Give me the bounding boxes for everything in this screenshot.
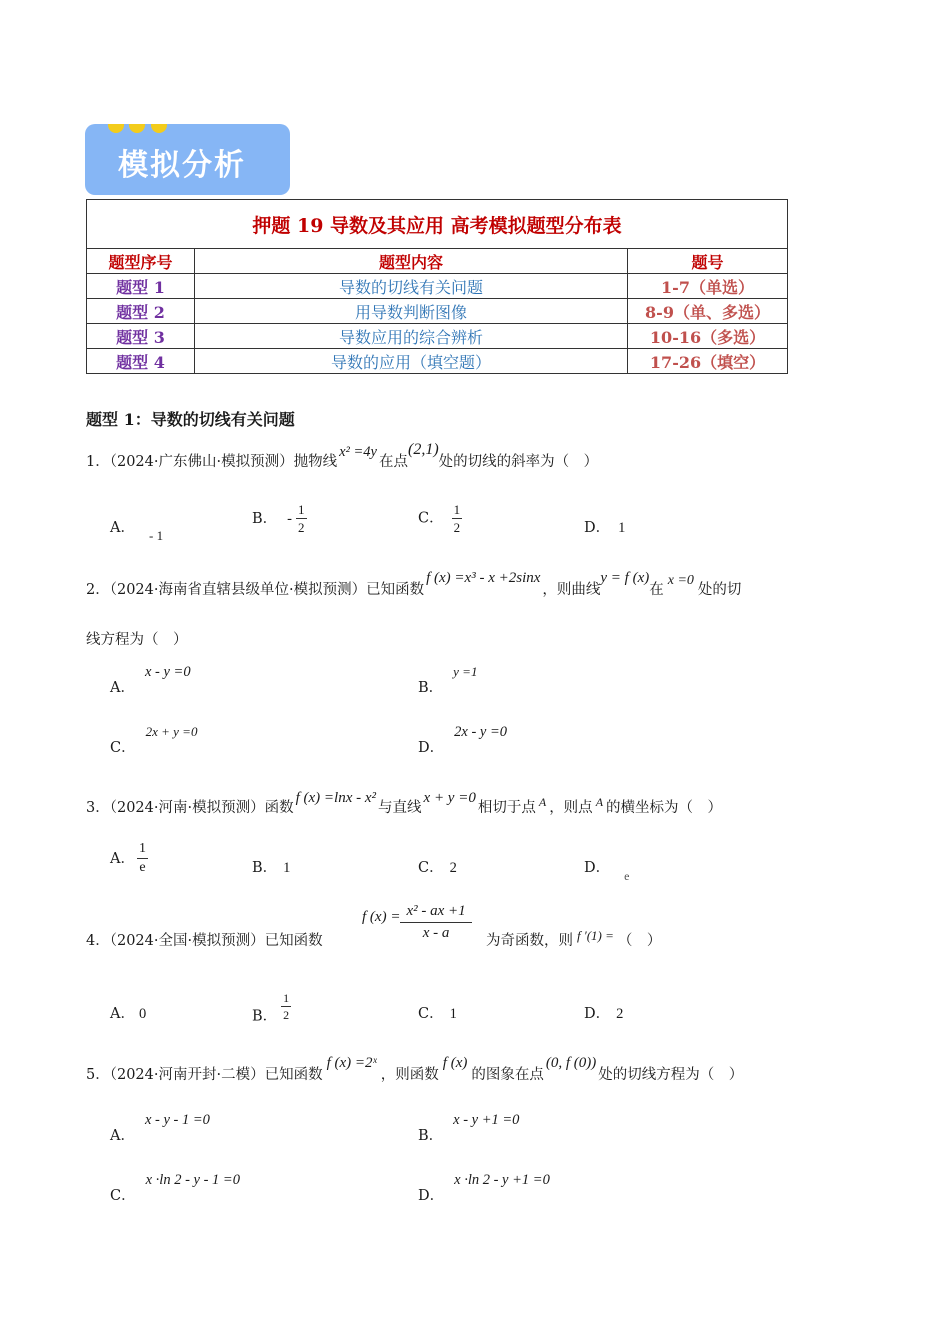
question-source: （2024·海南省直辖县级单位·模拟预测） bbox=[109, 582, 367, 598]
option-label: B． bbox=[252, 860, 278, 876]
option-value: 2x + y =0 bbox=[145, 724, 198, 739]
option-c[interactable] bbox=[418, 856, 457, 877]
option-value: x - y - 1 =0 bbox=[144, 1112, 210, 1128]
fraction-denominator: e bbox=[139, 860, 146, 875]
badge-label: 模拟分析 bbox=[118, 148, 246, 183]
option-c[interactable] bbox=[110, 1172, 240, 1205]
option-label: D． bbox=[584, 860, 611, 876]
option-b[interactable] bbox=[418, 1112, 520, 1145]
row-nums: 10-16（多选） bbox=[628, 324, 788, 349]
fraction-numerator: 1 bbox=[283, 991, 290, 1005]
option-value: 1 bbox=[618, 520, 626, 536]
option-label: B． bbox=[418, 1128, 444, 1144]
question-text: 函数 bbox=[264, 800, 294, 816]
option-label: C． bbox=[418, 510, 444, 527]
question-4-formula bbox=[362, 904, 472, 941]
option-label: A． bbox=[110, 1128, 135, 1144]
math-expr: f (x) =lnx - x² bbox=[295, 790, 377, 806]
option-value: e bbox=[624, 869, 630, 883]
option-label: C． bbox=[418, 1006, 444, 1022]
option-value: 2 bbox=[449, 860, 457, 876]
option-label: D． bbox=[418, 1188, 445, 1204]
question-text: 已知函数 bbox=[264, 1067, 323, 1083]
option-sign: - bbox=[287, 510, 292, 527]
math-expr: f (x) = bbox=[362, 909, 401, 925]
option-label: D． bbox=[584, 520, 611, 536]
option-b[interactable] bbox=[252, 856, 290, 877]
math-expr: y = f (x) bbox=[600, 570, 650, 586]
fraction-denominator: 2 bbox=[453, 520, 461, 535]
fraction-denominator: 2 bbox=[298, 520, 305, 535]
math-expr: (0, f (0)) bbox=[545, 1055, 597, 1071]
option-b[interactable] bbox=[252, 503, 307, 534]
question-number: 3． bbox=[86, 800, 110, 816]
math-expr: (2,1) bbox=[408, 441, 439, 458]
option-d[interactable] bbox=[418, 1172, 550, 1205]
row-content: 导数的应用（填空题） bbox=[195, 349, 628, 374]
section-title: 题型 1：导数的切线有关问题 bbox=[86, 410, 295, 429]
option-label: A． bbox=[110, 520, 135, 536]
math-expr: A bbox=[538, 795, 547, 809]
option-d[interactable] bbox=[584, 856, 630, 883]
option-value: 2 bbox=[616, 1006, 624, 1022]
option-label: B． bbox=[252, 510, 278, 527]
option-value: x ·ln 2 - y - 1 =0 bbox=[145, 1172, 240, 1188]
question-text: 为奇函数，则 bbox=[486, 933, 573, 949]
question-text: 的横坐标为（ ） bbox=[606, 800, 723, 816]
row-content: 导数应用的综合辨析 bbox=[195, 324, 628, 349]
question-text: 已知函数 bbox=[366, 582, 425, 598]
option-a[interactable] bbox=[110, 664, 191, 697]
option-label: C． bbox=[110, 1188, 136, 1204]
row-nums: 8-9（单、多选） bbox=[628, 299, 788, 324]
question-text: 相切于点 bbox=[477, 800, 536, 816]
question-2 bbox=[86, 570, 742, 599]
question-3 bbox=[86, 790, 723, 817]
row-type: 题型 4 bbox=[87, 349, 195, 374]
math-expr: x =0 bbox=[667, 573, 694, 588]
fraction-denominator: 2 bbox=[283, 1008, 290, 1022]
option-label: C． bbox=[110, 740, 136, 756]
header-type: 题型序号 bbox=[87, 249, 195, 274]
option-value: x - y +1 =0 bbox=[453, 1112, 520, 1128]
question-number: 5． bbox=[86, 1067, 110, 1083]
question-text: 处的切 bbox=[697, 582, 742, 598]
option-a[interactable] bbox=[110, 1002, 146, 1023]
row-type: 题型 3 bbox=[87, 324, 195, 349]
question-1 bbox=[86, 441, 599, 471]
question-4-tail bbox=[486, 929, 661, 950]
option-a[interactable] bbox=[110, 842, 148, 875]
option-value: x - y =0 bbox=[144, 664, 191, 680]
option-label: B． bbox=[252, 1008, 278, 1025]
option-value: 1 bbox=[449, 1006, 457, 1022]
question-source: （2024·河南·模拟预测） bbox=[109, 800, 265, 816]
row-type: 题型 1 bbox=[87, 274, 195, 299]
question-text: （ ） bbox=[617, 933, 662, 949]
question-text: 的图象在点 bbox=[471, 1067, 544, 1083]
question-text: 处的切线的斜率为（ ） bbox=[438, 454, 599, 470]
distribution-table bbox=[86, 199, 788, 374]
option-b[interactable] bbox=[252, 991, 291, 1031]
table-row bbox=[87, 299, 788, 324]
option-label: A． bbox=[110, 850, 135, 867]
question-text: 抛物线 bbox=[293, 454, 338, 470]
option-a[interactable] bbox=[110, 1112, 210, 1145]
question-text: 与直线 bbox=[378, 800, 422, 816]
question-2-line2: 线方程为（ ） bbox=[86, 632, 188, 648]
question-text: ，则函数 bbox=[380, 1067, 439, 1083]
math-expr: A bbox=[595, 795, 604, 809]
fraction-numerator: 1 bbox=[298, 502, 305, 517]
math-expr: x + y =0 bbox=[423, 790, 476, 806]
header-content: 题型内容 bbox=[195, 249, 628, 274]
option-d[interactable] bbox=[584, 516, 625, 537]
row-type: 题型 2 bbox=[87, 299, 195, 324]
option-label: D． bbox=[418, 740, 445, 756]
table-row bbox=[87, 324, 788, 349]
question-text: 已知函数 bbox=[264, 933, 323, 949]
table-row bbox=[87, 349, 788, 374]
option-c[interactable] bbox=[418, 503, 462, 534]
option-c[interactable] bbox=[418, 1002, 457, 1023]
option-b[interactable] bbox=[418, 664, 478, 697]
fraction-numerator: x² - ax +1 bbox=[400, 904, 471, 923]
math-expr: f (x) bbox=[442, 1055, 468, 1071]
option-value: 0 bbox=[138, 1006, 147, 1022]
table-row bbox=[87, 274, 788, 299]
row-content: 导数的切线有关问题 bbox=[195, 274, 628, 299]
math-expr: f (x) =x³ - x +2sinx bbox=[426, 570, 541, 586]
row-content: 用导数判断图像 bbox=[195, 299, 628, 324]
math-expr: f ′(1) = bbox=[577, 928, 614, 943]
option-label: A． bbox=[110, 680, 135, 696]
question-number: 1． bbox=[86, 454, 110, 470]
question-text: 在 bbox=[649, 582, 664, 598]
option-label: D． bbox=[584, 1006, 611, 1022]
question-number: 2． bbox=[86, 582, 110, 598]
option-value: y =1 bbox=[453, 664, 478, 679]
question-source: （2024·河南开封·二模） bbox=[109, 1067, 265, 1083]
question-source: （2024·全国·模拟预测） bbox=[109, 933, 265, 949]
option-value: x ·ln 2 - y +1 =0 bbox=[454, 1172, 550, 1188]
question-text: ，则点 bbox=[549, 800, 593, 816]
option-value: - 1 bbox=[148, 528, 164, 543]
option-label: B． bbox=[418, 680, 444, 696]
fraction-numerator: 1 bbox=[137, 842, 148, 859]
question-number: 4． bbox=[86, 933, 110, 949]
question-4 bbox=[86, 929, 323, 950]
question-text: ，则曲线 bbox=[542, 582, 601, 598]
row-nums: 1-7（单选） bbox=[628, 274, 788, 299]
option-label: C． bbox=[418, 860, 444, 876]
option-value: 1 bbox=[283, 860, 291, 876]
math-expr: x² =4y bbox=[339, 444, 377, 460]
option-value: 2x - y =0 bbox=[454, 724, 508, 740]
option-d[interactable] bbox=[418, 724, 508, 757]
option-d[interactable] bbox=[584, 1002, 623, 1023]
question-5 bbox=[86, 1055, 744, 1084]
row-nums: 17-26（填空） bbox=[628, 349, 788, 374]
fraction-denominator: x - a bbox=[422, 925, 450, 941]
question-text: 在点 bbox=[379, 454, 408, 470]
table-title: 押题 19 导数及其应用 高考模拟题型分布表 bbox=[87, 200, 788, 249]
option-label: A． bbox=[110, 1006, 135, 1022]
question-text: 处的切线方程为（ ） bbox=[598, 1067, 744, 1083]
fraction-numerator: 1 bbox=[453, 502, 461, 517]
math-expr: f (x) =2ˣ bbox=[326, 1055, 377, 1071]
option-c[interactable] bbox=[110, 724, 198, 757]
option-a[interactable] bbox=[110, 516, 164, 543]
question-source: （2024·广东佛山·模拟预测） bbox=[109, 454, 294, 470]
header-nums: 题号 bbox=[628, 249, 788, 274]
